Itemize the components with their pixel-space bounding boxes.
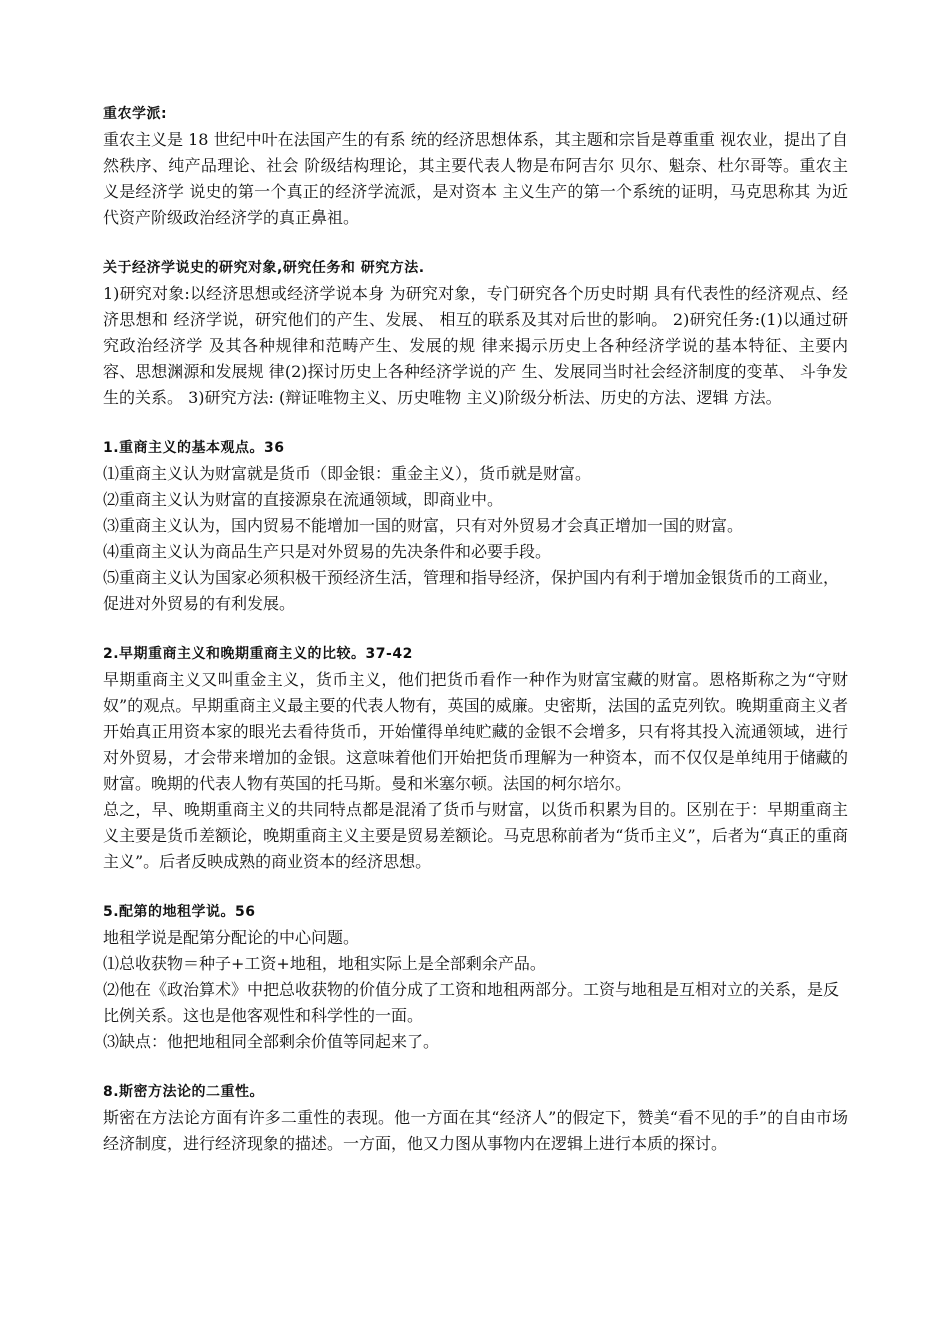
paragraph: 重农主义是 18 世纪中叶在法国产生的有系 统的经济思想体系，其主题和宗旨是尊重重 视农业，提出了自然秩序、纯产品理论、社会 阶级结构理论，其主要代表人物是布阿吉尔 贝尔、魁奈、杜尔哥等。重农主义是经济学 说史的第一个真正的经济学流派，是对资本 主义生产的第一个系统的证明，马克思称其 为近代资产阶级政治经济学的真正鼻祖。 bbox=[103, 130, 848, 227]
section-heading: 重农学派: bbox=[103, 106, 168, 122]
section-research-object bbox=[103, 258, 848, 411]
section-smith-method bbox=[103, 1082, 848, 1157]
list-item: ⑶重商主义认为，国内贸易不能增加一国的财富，只有对外贸易才会真正增加一国的财富。 bbox=[103, 516, 744, 535]
list-item: ⑵他在《政治算术》中把总收获物的价值分成了工资和地租两部分。工资与地租是互相对立的关系，是反比例关系。这也是他客观性和科学性的一面。 bbox=[103, 980, 840, 1025]
paragraph: 总之，早、晚期重商主义的共同特点都是混淆了货币与财富，以货币积累为目的。区别在于：早期重商主义主要是货币差额论，晚期重商主义主要是贸易差额论。马克思称前者为“货币主义”，后者为“真正的重商主义”。后者反映成熟的商业资本的经济思想。 bbox=[103, 800, 848, 871]
section-physiocrats bbox=[103, 104, 848, 231]
paragraph: 1)研究对象:以经济思想或经济学说本身 为研究对象，专门研究各个历史时期 具有代表性的经济观点、经济思想和 经济学说，研究他们的产生、发展、 相互的联系及其对后世的影响。 2)研究任务:(1)以通过研究政治经济学 及其各种规律和范畴产生、发展的规 律来揭示历史上各种经济学说的基本特征、主要内容、思想渊源和发展规 律(2)探讨历史上各种经济学说的产 生、发展同当时社会经济制度的变革、 斗争发生的关系。 3)研究方法: (辩证唯物主义、历史唯物 主义)阶级分析法、历史的方法、逻辑 方法。 bbox=[103, 284, 848, 407]
section-mercantilism-views bbox=[103, 438, 848, 617]
list-item: ⑶缺点：他把地租同全部剩余价值等同起来了。 bbox=[103, 1032, 440, 1051]
list-item: ⑵重商主义认为财富的直接源泉在流通领域，即商业中。 bbox=[103, 490, 504, 509]
list-item: ⑴总收获物＝种子+工资+地租，地租实际上是全部剩余产品。 bbox=[103, 954, 546, 973]
list-item: ⑴重商主义认为财富就是货币（即金银：重金主义），货币就是财富。 bbox=[103, 464, 592, 483]
list-item: ⑷重商主义认为商品生产只是对外贸易的先决条件和必要手段。 bbox=[103, 542, 552, 561]
list-item: ⑸重商主义认为国家必须积极干预经济生活，管理和指导经济，保护国内有利于增加金银货币的工商业，促进对外贸易的有利发展。 bbox=[103, 568, 840, 613]
section-heading: 8.斯密方法论的二重性。 bbox=[103, 1084, 265, 1100]
section-heading: 2.早期重商主义和晚期重商主义的比较。37-42 bbox=[103, 646, 413, 662]
section-mercantilism-comparison bbox=[103, 644, 848, 875]
section-heading: 1.重商主义的基本观点。36 bbox=[103, 440, 285, 456]
paragraph: 斯密在方法论方面有许多二重性的表现。他一方面在其“经济人”的假定下，赞美“看不见的手”的自由市场经济制度，进行经济现象的描述。一方面，他又力图从事物内在逻辑上进行本质的探讨。 bbox=[103, 1108, 848, 1153]
section-petty-rent bbox=[103, 902, 848, 1055]
paragraph: 早期重商主义又叫重金主义，货币主义，他们把货币看作一种作为财富宝藏的财富。恩格斯称之为“守财奴”的观点。早期重商主义最主要的代表人物有，英国的威廉。史密斯，法国的孟克列钦。晚期重商主义者开始真正用资本家的眼光去看待货币，开始懂得单纯贮藏的金银不会增多，只有将其投入流通领域，进行对外贸易，才会带来增加的金银。这意味着他们开始把货币理解为一种资本，而不仅仅是单纯用于储藏的财富。晚期的代表人物有英国的托马斯。曼和米塞尔顿。法国的柯尔培尔。 bbox=[103, 670, 848, 793]
list-item: 地租学说是配第分配论的中心问题。 bbox=[103, 928, 360, 947]
section-heading: 关于经济学说史的研究对象,研究任务和 研究方法. bbox=[103, 260, 425, 276]
section-heading: 5.配第的地租学说。56 bbox=[103, 904, 256, 920]
document-page bbox=[103, 104, 848, 1184]
